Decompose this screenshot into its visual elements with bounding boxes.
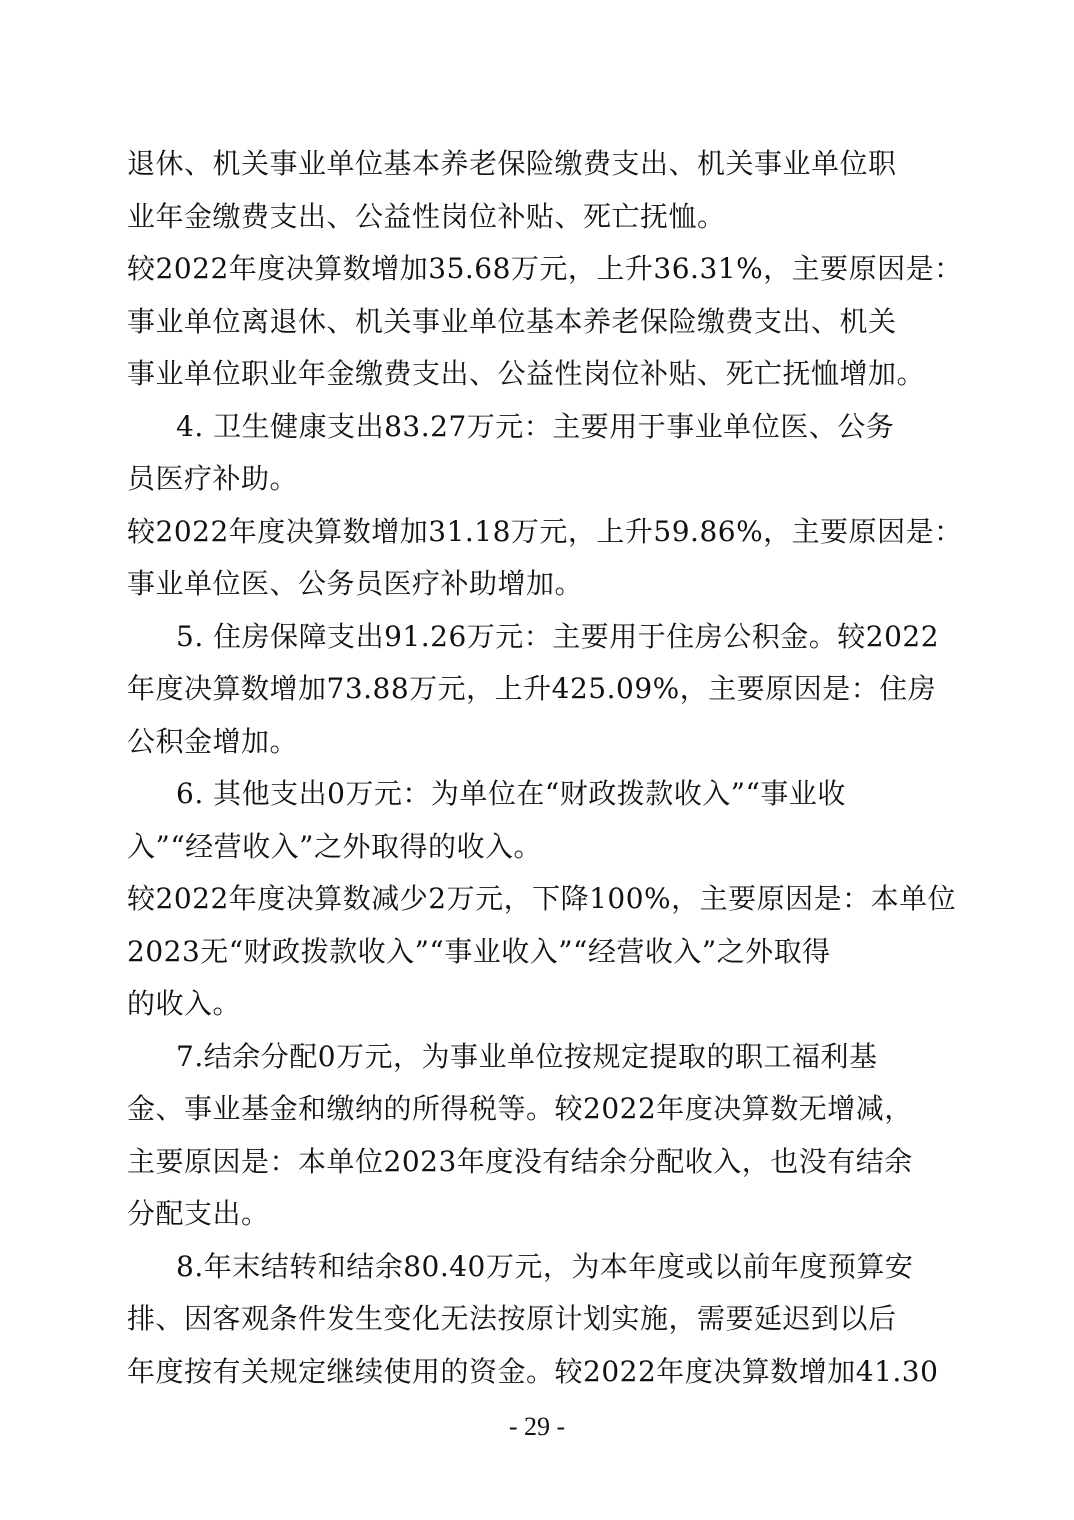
text-line: 员医疗补助。 [127,462,299,495]
text-line: 事业单位离退休、机关事业单位基本养老保险缴费支出、机关 [127,304,897,338]
text-line: 7.结余分配0万元，为事业单位按规定提取的职工福利基 [176,1039,878,1073]
text-line: 较2022年度决算数增加35.68万元，上升36.31%，主要原因是： [127,252,963,285]
text-line: 排、因客观条件发生变化无法按原计划实施，需要延迟到以后 [127,1302,897,1335]
text-line: 4. 卫生健康支出83.27万元：主要用于事业单位医、公务 [176,409,895,443]
text-line: 分配支出。 [127,1197,270,1230]
text-line: 的收入。 [127,987,242,1020]
page-number: - 29 - [508,1412,566,1441]
text-line: 退休、机关事业单位基本养老保险缴费支出、机关事业单位职 [127,147,897,180]
text-line: 年度决算数增加73.88万元，上升425.09%，主要原因是：住房 [127,672,937,705]
text-line: 事业单位医、公务员医疗补助增加。 [127,567,584,600]
text-line: 年度按有关规定继续使用的资金。较2022年度决算数增加41.30 [127,1354,939,1388]
text-line: 公积金增加。 [127,724,299,758]
text-line: 事业单位职业年金缴费支出、公益性岗位补贴、死亡抚恤增加。 [127,357,926,390]
text-line: 5. 住房保障支出91.26万元：主要用于住房公积金。较2022 [176,619,940,653]
text-line: 业年金缴费支出、公益性岗位补贴、死亡抚恤。 [127,199,726,233]
body-text [127,138,963,1398]
text-line: 8.年末结转和结余80.40万元，为本年度或以前年度预算安 [176,1249,914,1283]
text-line: 入”“经营收入”之外取得的收入。 [127,829,542,863]
text-line: 金、事业基金和缴纳的所得税等。较2022年度决算数无增减， [127,1092,913,1125]
text-line: 主要原因是：本单位2023年度没有结余分配收入，也没有结余 [127,1144,913,1178]
text-line: 较2022年度决算数增加31.18万元，上升59.86%，主要原因是： [127,514,963,548]
text-line: 2023无“财政拨款收入”“事业收入”“经营收入”之外取得 [127,934,831,968]
text-line: 较2022年度决算数减少2万元，下降100%，主要原因是：本单位 [127,882,957,915]
text-line: 6. 其他支出0万元：为单位在“财政拨款收入”“事业收 [176,777,846,810]
